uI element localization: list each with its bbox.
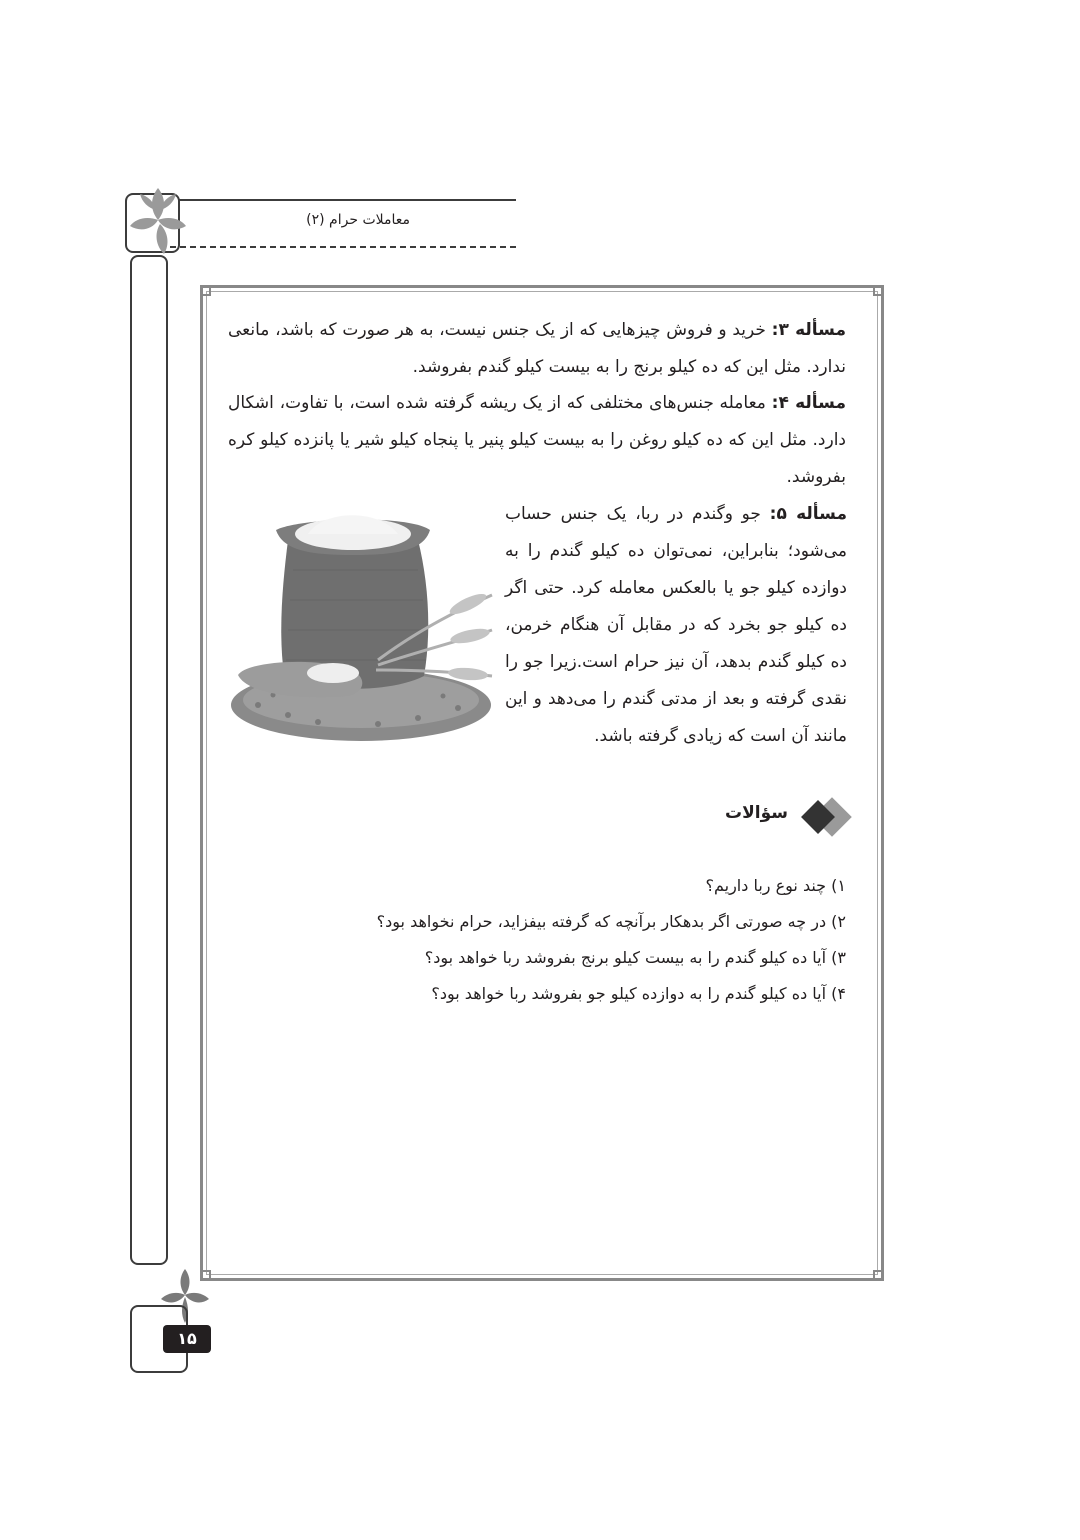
questions-heading: سؤالات	[725, 803, 788, 823]
leaf-ornament-icon	[120, 180, 195, 260]
frame-corner-icon	[872, 1269, 884, 1281]
question-item: ۱) چند نوع ربا داریم؟	[705, 876, 846, 895]
question-item: ۲) در چه صورتی اگر بدهکار برآنچه که گرفته بیفزاید، حرام نخواهد بود؟	[376, 912, 846, 931]
chapter-title: معاملات حرام (۲)	[306, 212, 410, 228]
question-item: ۳) آیا ده کیلو گندم را به بیست کیلو برنج بفروشد ربا خواهد بود؟	[424, 948, 846, 967]
side-tab	[130, 255, 168, 1265]
questions-list	[286, 868, 846, 1012]
masale-5-paragraph	[505, 496, 847, 755]
page-number: ۱۵	[163, 1325, 211, 1353]
diamond-bullet-icon	[800, 796, 854, 840]
flour-sack-image	[228, 500, 494, 745]
masale-4-label: مسأله ۴:	[771, 393, 846, 413]
masale-5-label: مسأله ۵:	[769, 504, 848, 524]
masale-3-text: خرید و فروش چیزهایی که از یک جنس نیست، به هر صورت که باشد، مانعی ندارد. مثل این که ده کیلو برنج را به بیست کیلو گندم بفروشد.	[228, 320, 846, 377]
question-item: ۴) آیا ده کیلو گندم را به دوازده کیلو جو بفروشد ربا خواهد بود؟	[431, 984, 846, 1003]
masale-3-label: مسأله ۳:	[771, 320, 846, 340]
frame-corner-icon	[200, 285, 212, 297]
masale-4-paragraph	[228, 385, 846, 496]
header-rule	[178, 199, 516, 201]
frame-corner-icon	[872, 285, 884, 297]
header-dashed-rule	[170, 246, 516, 248]
masale-4-text: معامله جنس‌های مختلفی که از یک ریشه گرفته شده است، با تفاوت، اشکال دارد. مثل این که ده کیلو روغن را به بیست کیلو پنیر یا پنجاه کیلو شیر یا پانزده کیلو کره بفروشد.	[228, 393, 846, 487]
masale-3-paragraph	[228, 312, 846, 386]
masale-5-text: جو وگندم در ربا، یک جنس حساب می‌شود؛ بنابراین، نمی‌توان ده کیلو گندم را به دوازده کیلو جو یا بالعکس معامله کرد. حتی اگر ده کیلو جو بخرد که در مقابل آن هنگام خرمن، ده کیلو گندم بدهد، آن نیز حرام است.زیرا جو را نقدی گرفته و بعد از مدتی گندم را می‌دهد و این مانند آن است که زیادی گرفته باشد.	[505, 504, 847, 746]
